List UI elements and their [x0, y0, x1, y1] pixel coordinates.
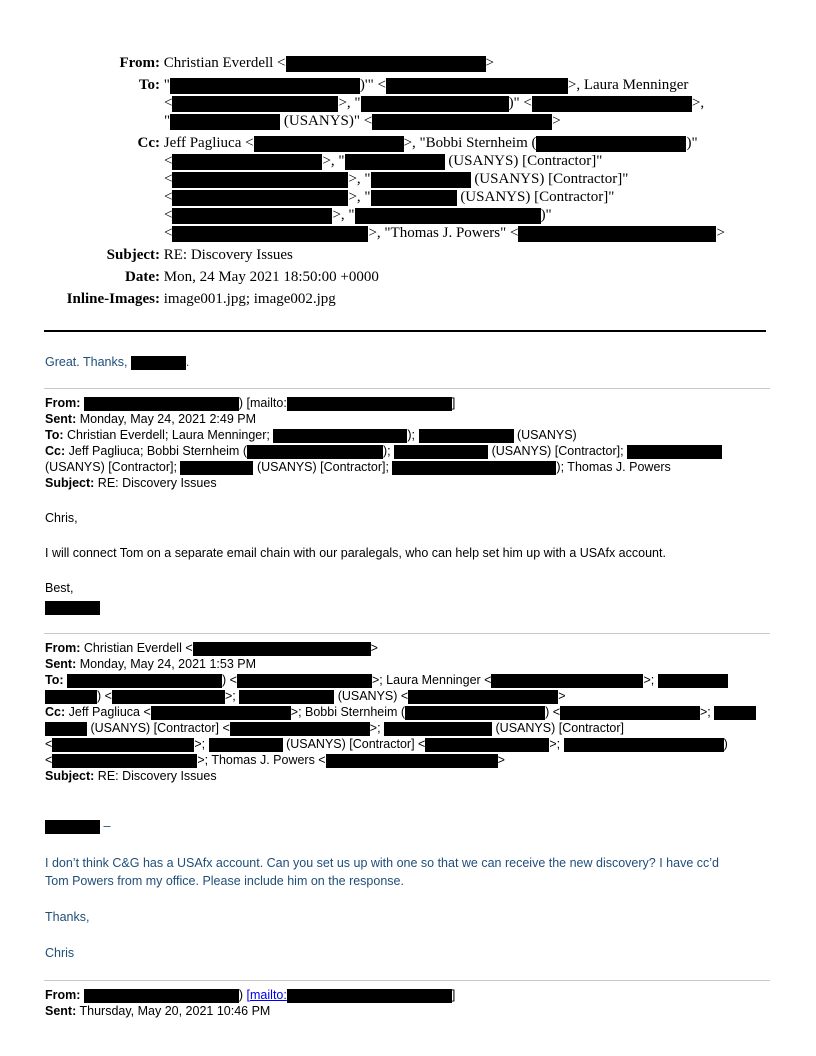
redaction — [45, 722, 87, 736]
msg2-sent-line — [45, 411, 256, 427]
subject-value: RE: Discovery Issues — [97, 476, 217, 490]
mailto-link[interactable] — [247, 988, 452, 1002]
msg3-to-line-2 — [45, 688, 566, 704]
redaction — [287, 397, 452, 411]
message-divider — [44, 980, 770, 981]
redaction — [172, 190, 348, 206]
msg3-cc-line-2 — [45, 720, 624, 736]
redaction — [392, 461, 556, 475]
header-cc-line-4 — [164, 188, 614, 206]
header-divider — [44, 330, 766, 332]
redaction — [405, 706, 545, 720]
text: )" — [540, 207, 552, 223]
redaction — [326, 754, 498, 768]
text: >, — [691, 95, 705, 111]
header-images-line — [0, 290, 336, 308]
redaction — [84, 397, 239, 411]
redaction — [532, 96, 692, 112]
header-cc-line-3 — [164, 170, 628, 188]
redaction — [131, 356, 186, 370]
msg3-cc-line-3 — [45, 736, 728, 752]
text: )" — [686, 135, 698, 151]
subject-label: Subject: — [45, 476, 95, 490]
msg2-greeting: Chris, — [45, 511, 78, 525]
redaction — [170, 78, 360, 94]
redaction — [52, 738, 194, 752]
message-divider — [44, 633, 770, 634]
cc-label: Cc: — [45, 705, 66, 719]
text: ) [mailto: — [238, 396, 287, 410]
text: Christian Everdell; Laura Menninger; — [67, 428, 270, 442]
header-from-line: From: Christian Everdell < > — [0, 54, 494, 72]
text: (USANYS) [Contractor] < — [286, 737, 426, 751]
sent-value: Monday, May 24, 2021 1:53 PM — [79, 657, 256, 671]
text: Jeff Pagliuca; Bobbi Sternheim ( — [68, 444, 247, 458]
text: (USANYS) [Contractor] — [495, 721, 625, 735]
text: >, " — [348, 189, 371, 205]
redaction — [151, 706, 291, 720]
text: Christian Everdell < — [83, 641, 193, 655]
text: Great. Thanks, — [45, 355, 131, 369]
text: ) — [723, 737, 728, 751]
redaction — [425, 738, 549, 752]
redaction — [45, 601, 100, 615]
message-divider — [44, 388, 770, 389]
images-label: Inline-Images: — [66, 291, 160, 307]
to-label: To: — [45, 673, 64, 687]
from-label: From: — [45, 988, 81, 1002]
redaction — [273, 429, 407, 443]
text: ) < — [545, 705, 560, 719]
reply-great-thanks — [45, 354, 189, 370]
text: > — [497, 753, 505, 767]
msg4-sent-line — [45, 1003, 270, 1019]
msg3-signature: Chris — [45, 946, 75, 960]
msg2-subject-line — [45, 475, 217, 491]
redaction — [45, 820, 100, 834]
text: >; — [224, 689, 236, 703]
msg2-body: I will connect Tom on a separate email chain with our paralegals, who can help set him up with a USAfx account. — [45, 546, 666, 560]
redaction — [67, 674, 222, 688]
images-value: image001.jpg; image002.jpg — [163, 291, 336, 307]
from-name: Christian Everdell < — [163, 55, 286, 71]
text: < — [164, 95, 173, 111]
text: ] — [451, 988, 456, 1002]
sent-label: Sent: — [45, 1004, 77, 1018]
redaction — [355, 208, 541, 224]
msg2-cc-line-1 — [45, 443, 722, 459]
text: >, " — [332, 207, 355, 223]
header-cc-line-5 — [164, 206, 552, 224]
redaction — [560, 706, 700, 720]
from-label: From: — [119, 55, 160, 71]
text: > — [370, 641, 378, 655]
redaction — [172, 96, 338, 112]
redaction — [386, 78, 568, 94]
to-label: To: — [138, 77, 160, 93]
text: < — [164, 153, 173, 169]
text[interactable]: [mailto: — [246, 988, 287, 1002]
header-to-line-1 — [0, 76, 688, 94]
text: >; — [194, 737, 206, 751]
text: < — [164, 171, 173, 187]
redaction — [345, 154, 445, 170]
msg3-salutation — [45, 818, 110, 834]
text: " — [163, 77, 170, 93]
redaction — [384, 722, 492, 736]
redaction — [230, 722, 370, 736]
redaction — [518, 226, 716, 242]
header-to-line-3 — [164, 112, 561, 130]
header-cc-line-1 — [0, 134, 698, 152]
msg2-signature — [45, 599, 100, 617]
msg3-body-line-2: Tom Powers from my office. Please include him on the response. — [45, 874, 404, 888]
redaction — [172, 226, 368, 242]
text: >; Thomas J. Powers < — [197, 753, 326, 767]
text: ) < — [222, 673, 237, 687]
msg3-cc-line-1 — [45, 704, 756, 720]
redaction — [180, 461, 253, 475]
text: >; — [643, 673, 655, 687]
redaction — [172, 208, 332, 224]
redaction — [45, 690, 97, 704]
redaction — [287, 989, 452, 1003]
msg3-cc-line-4 — [45, 752, 505, 768]
redaction — [408, 690, 558, 704]
text: (USANYS) [Contractor]; — [45, 460, 177, 474]
msg2-cc-line-2 — [45, 459, 671, 475]
text: )" < — [508, 95, 532, 111]
msg3-sent-line — [45, 656, 256, 672]
text: >, "Bobbi Sternheim ( — [403, 135, 537, 151]
redaction — [286, 56, 486, 72]
text: . — [185, 355, 190, 369]
redaction — [209, 738, 283, 752]
header-cc-line-6 — [164, 224, 725, 242]
redaction — [627, 445, 722, 459]
text: >, "Thomas J. Powers" < — [368, 225, 519, 241]
text: ] — [451, 396, 456, 410]
redaction — [658, 674, 728, 688]
cc-label: Cc: — [137, 135, 160, 151]
redaction — [170, 114, 280, 130]
msg2-from-line — [45, 395, 455, 411]
to-label: To: — [45, 428, 64, 442]
redaction — [237, 674, 372, 688]
redaction — [536, 136, 686, 152]
text: >; — [549, 737, 561, 751]
text: Jeff Pagliuca < — [163, 135, 254, 151]
text: ) — [238, 988, 247, 1002]
text: > — [552, 113, 561, 129]
text: – — [100, 819, 111, 833]
from-label: From: — [45, 641, 81, 655]
redaction — [112, 690, 225, 704]
redaction — [394, 445, 488, 459]
text: > — [716, 225, 725, 241]
text: )'" < — [359, 77, 386, 93]
text: >; — [369, 721, 381, 735]
text: > — [558, 689, 566, 703]
redaction — [491, 674, 643, 688]
text: >, Laura Menninger — [567, 77, 689, 93]
header-to-line-2 — [164, 94, 704, 112]
msg3-to-line-1 — [45, 672, 728, 688]
text: >, " — [322, 153, 345, 169]
text: ) < — [97, 689, 112, 703]
sent-value: Thursday, May 20, 2021 10:46 PM — [79, 1004, 271, 1018]
text: (USANYS) [Contractor]" — [456, 189, 615, 205]
header-cc-line-2 — [164, 152, 602, 170]
subject-label: Subject: — [45, 769, 95, 783]
text: < — [164, 189, 173, 205]
text: (USANYS) [Contractor]" — [444, 153, 603, 169]
date-label: Date: — [125, 269, 160, 285]
redaction — [371, 190, 457, 206]
text: (USANYS) < — [337, 689, 409, 703]
text: Jeff Pagliuca < — [68, 705, 151, 719]
subject-value: RE: Discovery Issues — [97, 769, 217, 783]
redaction — [371, 172, 471, 188]
subject-label: Subject: — [106, 247, 160, 263]
redaction — [239, 690, 334, 704]
msg3-from-line — [45, 640, 378, 656]
text: ); — [407, 428, 416, 442]
text: " — [164, 113, 171, 129]
text: (USANYS) [Contractor]" — [470, 171, 629, 187]
redaction — [193, 642, 371, 656]
text: < — [45, 753, 53, 767]
redaction — [564, 738, 724, 752]
sent-value: Monday, May 24, 2021 2:49 PM — [79, 412, 256, 426]
redaction — [372, 114, 552, 130]
redaction — [254, 136, 404, 152]
redaction — [172, 154, 322, 170]
msg4-from-line — [45, 987, 455, 1003]
subject-value: RE: Discovery Issues — [163, 247, 293, 263]
text: < — [45, 737, 53, 751]
from-label: From: — [45, 396, 81, 410]
msg2-closing: Best, — [45, 581, 74, 595]
text: ); — [382, 444, 391, 458]
text: >; Bobbi Sternheim ( — [290, 705, 406, 719]
text: (USANYS) — [516, 428, 577, 442]
text: (USANYS) [Contractor] < — [90, 721, 230, 735]
msg3-subject-line — [45, 768, 217, 784]
cc-label: Cc: — [45, 444, 66, 458]
text: (USANYS) [Contractor]; — [491, 444, 624, 458]
header-date-line — [0, 268, 379, 286]
redaction — [52, 754, 197, 768]
redaction — [714, 706, 756, 720]
text: < — [164, 207, 173, 223]
redaction — [172, 172, 348, 188]
redaction — [247, 445, 383, 459]
text: (USANYS)" < — [280, 113, 373, 129]
msg3-body-line-1: I don’t think C&G has a USAfx account. Can you set us up with one so that we can receive the new discovery? I have cc’d — [45, 856, 719, 870]
text: >, " — [338, 95, 361, 111]
text: >, " — [348, 171, 371, 187]
text: (USANYS) [Contractor]; — [256, 460, 389, 474]
text: >; — [700, 705, 711, 719]
sent-label: Sent: — [45, 412, 77, 426]
redaction — [419, 429, 514, 443]
msg3-closing: Thanks, — [45, 910, 90, 924]
sent-label: Sent: — [45, 657, 77, 671]
date-value: Mon, 24 May 2021 18:50:00 +0000 — [163, 269, 379, 285]
text: >; Laura Menninger < — [371, 673, 492, 687]
header-subject-line — [0, 246, 293, 264]
redaction — [84, 989, 239, 1003]
text: ); Thomas J. Powers — [556, 460, 671, 474]
redaction — [361, 96, 509, 112]
msg2-to-line — [45, 427, 577, 443]
text: < — [164, 225, 173, 241]
